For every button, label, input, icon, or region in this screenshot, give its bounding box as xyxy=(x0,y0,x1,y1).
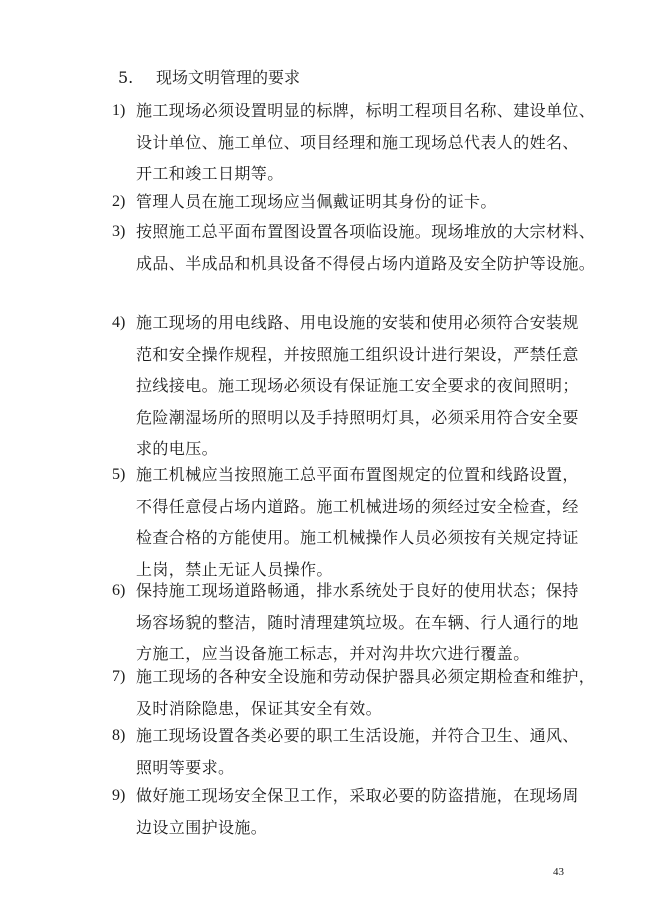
list-item-line: 照明等要求。 xyxy=(136,757,235,777)
list-item-9 xyxy=(112,780,579,843)
page-number: 43 xyxy=(553,866,564,878)
list-item-line: 设计单位、施工单位、项目经理和施工现场总代表人的姓名、 xyxy=(136,132,579,152)
list-marker: 7) xyxy=(112,668,126,685)
list-marker: 2) xyxy=(112,193,126,210)
list-item-line: 场容场貌的整洁，随时清理建筑垃圾。在车辆、行人通行的地 xyxy=(136,612,579,632)
list-item-line: 管理人员在施工现场应当佩戴证明其身份的证卡。 xyxy=(136,192,497,211)
list-item-5 xyxy=(112,459,579,585)
list-item-4 xyxy=(112,307,579,465)
list-item-line: 及时消除隐患，保证其安全有效。 xyxy=(136,698,383,718)
list-marker: 6) xyxy=(112,582,126,599)
list-item-line: 危险潮湿场所的照明以及手持照明灯具，必须采用符合安全要 xyxy=(136,407,579,427)
list-item-line: 上岗，禁止无证人员操作。 xyxy=(136,559,333,579)
list-item-line: 拉线接电。施工现场必须设有保证施工安全要求的夜间照明； xyxy=(136,376,579,395)
list-item-line: 施工现场的用电线路、用电设施的安装和使用必须符合安装规 xyxy=(136,313,579,332)
list-item-7 xyxy=(112,661,596,724)
list-marker: 9) xyxy=(112,787,126,804)
list-item-line: 开工和竣工日期等。 xyxy=(136,164,284,183)
list-item-line: 施工现场必须设置明显的标牌，标明工程项目名称、建设单位、 xyxy=(136,101,596,120)
list-item-line: 范和安全操作规程，并按照施工组织设计进行架设，严禁任意 xyxy=(136,344,579,364)
list-item-8 xyxy=(112,720,579,783)
list-item-line: 按照施工总平面布置图设置各项临设施。现场堆放的大宗材料、 xyxy=(136,222,596,241)
section-heading xyxy=(118,66,300,90)
list-item-line: 方施工，应当设备施工标志，并对沟井坎穴进行覆盖。 xyxy=(136,644,530,663)
list-item-3 xyxy=(112,216,596,279)
list-marker: 8) xyxy=(112,727,126,744)
list-marker: 3) xyxy=(112,223,126,240)
list-item-line: 施工现场的各种安全设施和劳动保护器具必须定期检查和维护， xyxy=(136,667,596,686)
list-item-line: 保持施工现场道路畅通，排水系统处于良好的使用状态；保持 xyxy=(136,581,579,600)
list-item-line: 施工现场设置各类必要的职工生活设施，并符合卫生、通风、 xyxy=(136,726,579,745)
list-item-line: 边设立围护设施。 xyxy=(136,817,268,837)
list-item-line: 求的电压。 xyxy=(136,439,219,458)
list-item-line: 施工机械应当按照施工总平面布置图规定的位置和线路设置， xyxy=(136,465,579,484)
list-item-line: 不得任意侵占场内道路。施工机械进场的须经过安全检查，经 xyxy=(136,496,579,516)
list-item-line: 检查合格的方能使用。施工机械操作人员必须按有关规定持证 xyxy=(136,528,579,547)
section-number: 5. xyxy=(118,68,134,87)
list-item-line: 成品、半成品和机具设备不得侵占场内道路及安全防护等设施。 xyxy=(136,253,596,273)
section-title: 现场文明管理的要求 xyxy=(156,68,301,87)
list-marker: 4) xyxy=(112,314,126,331)
list-marker: 1) xyxy=(112,102,126,119)
list-marker: 5) xyxy=(112,466,126,483)
list-item-2 xyxy=(112,186,572,218)
list-item-1 xyxy=(112,95,596,190)
list-item-6 xyxy=(112,575,579,670)
list-item-line: 做好施工现场安全保卫工作，采取必要的防盗措施，在现场周 xyxy=(136,786,579,805)
